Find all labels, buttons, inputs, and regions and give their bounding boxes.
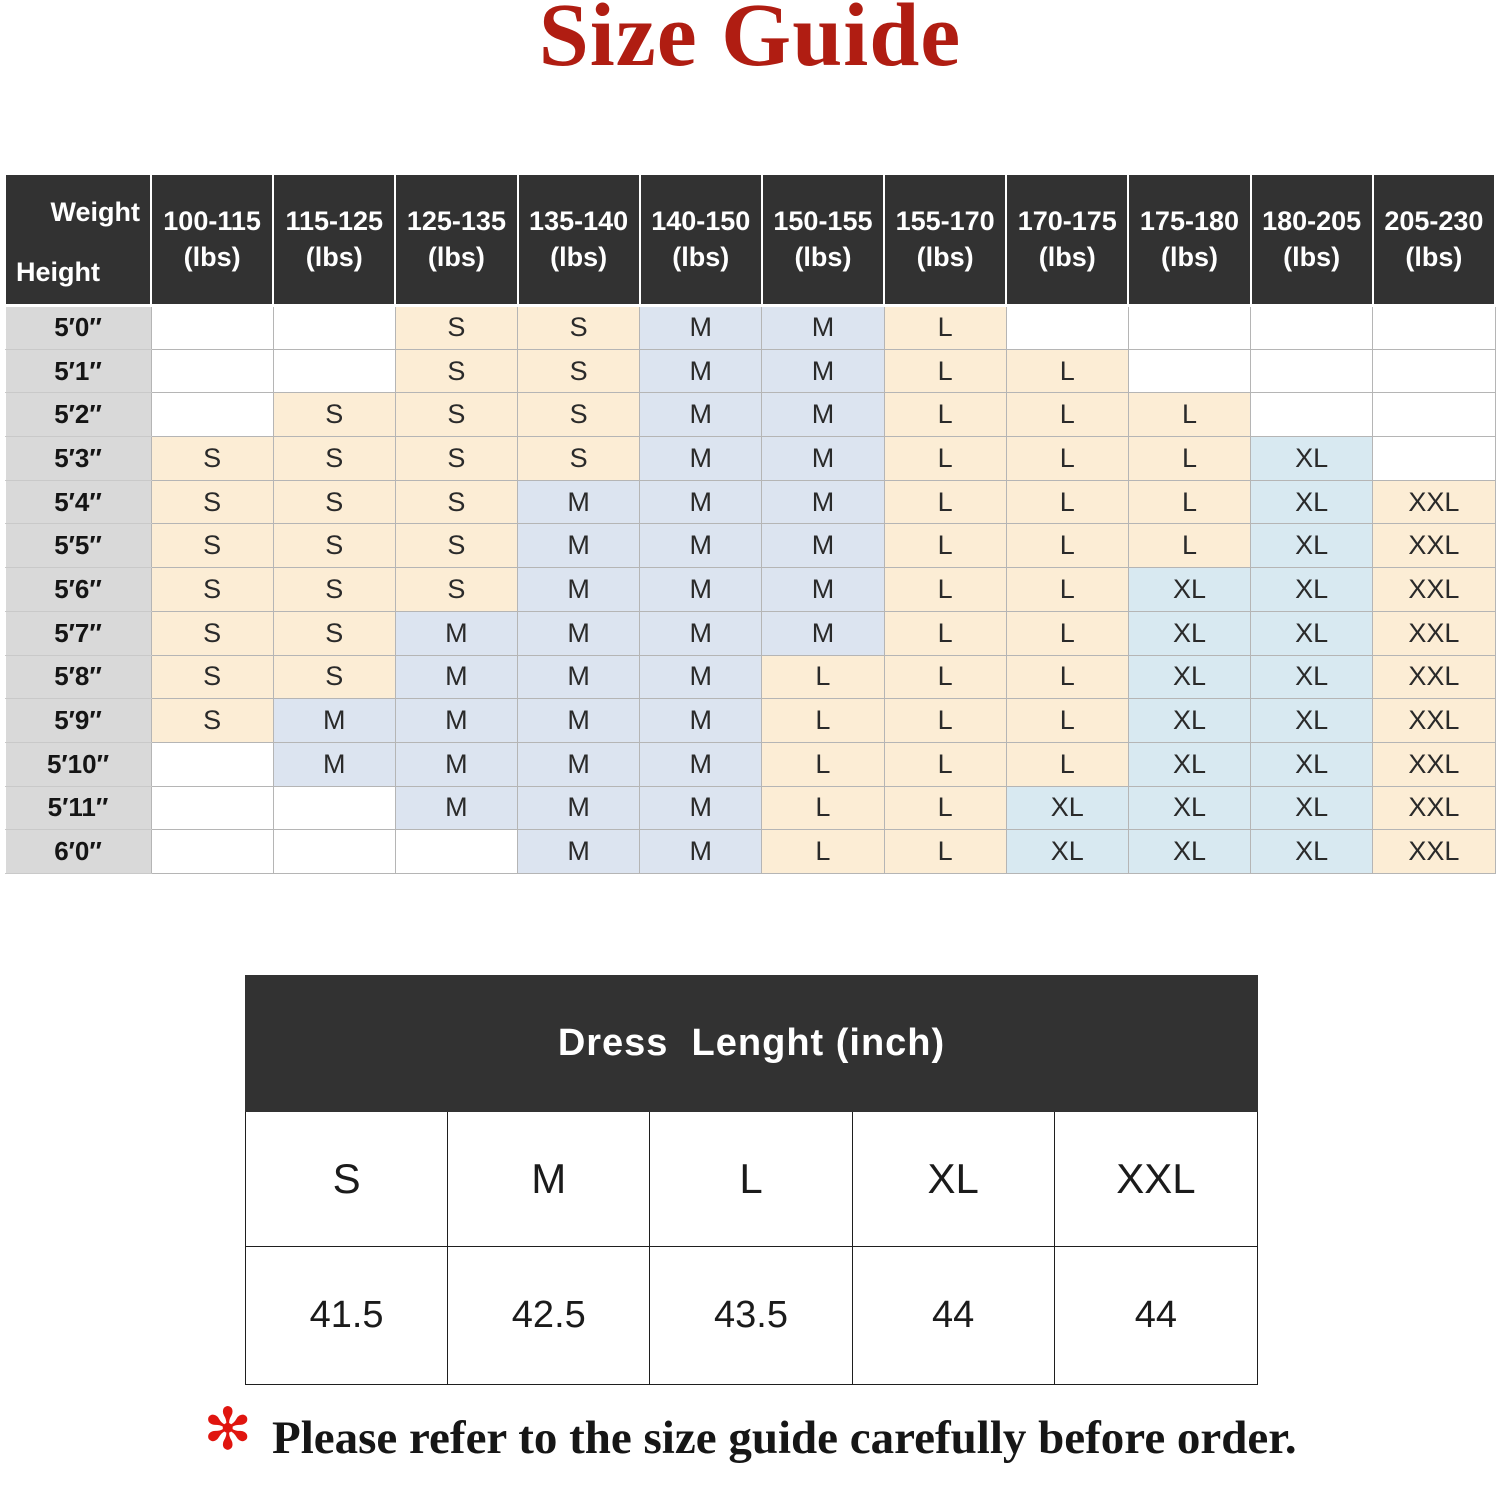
table-row xyxy=(5,437,1495,481)
weight-range-label: 180-205 xyxy=(1262,206,1362,237)
size-cell: M xyxy=(640,655,762,699)
dress-value-cell: 44 xyxy=(853,1247,1055,1384)
weight-range-label: 100-115 xyxy=(163,206,261,237)
page-title: Size Guide xyxy=(538,0,962,85)
corner-cell xyxy=(5,174,151,306)
size-cell: L xyxy=(884,699,1006,743)
dress-length-table xyxy=(245,975,1258,1385)
weight-unit-label: (lbs) xyxy=(1038,241,1096,272)
height-cell: 5′1″ xyxy=(5,349,151,393)
weight-range-label: 170-175 xyxy=(1017,206,1117,237)
height-cell: 5′8″ xyxy=(5,655,151,699)
size-cell: S xyxy=(273,437,395,481)
size-cell: M xyxy=(762,306,884,350)
size-cell: XL xyxy=(1128,655,1250,699)
size-cell: XL xyxy=(1251,568,1373,612)
table-row xyxy=(5,655,1495,699)
size-cell: L xyxy=(1128,437,1250,481)
size-cell xyxy=(1373,437,1495,481)
size-cell: S xyxy=(273,480,395,524)
table-row xyxy=(5,393,1495,437)
size-cell: S xyxy=(518,306,640,350)
dress-length-body xyxy=(245,1112,1258,1385)
size-cell: L xyxy=(884,786,1006,830)
table-row xyxy=(5,699,1495,743)
size-cell xyxy=(1006,306,1128,350)
size-cell: L xyxy=(1006,699,1128,743)
size-cell: M xyxy=(762,437,884,481)
size-cell: L xyxy=(884,655,1006,699)
height-cell: 5′3″ xyxy=(5,437,151,481)
dress-size-cell: XXL xyxy=(1055,1112,1257,1247)
size-cell: XXL xyxy=(1373,699,1495,743)
size-cell: M xyxy=(518,480,640,524)
size-cell: S xyxy=(518,393,640,437)
size-cell: L xyxy=(1006,742,1128,786)
size-cell xyxy=(273,306,395,350)
size-cell: XXL xyxy=(1373,830,1495,874)
height-cell: 5′2″ xyxy=(5,393,151,437)
weight-header-cell xyxy=(884,174,1006,306)
size-cell: XL xyxy=(1128,611,1250,655)
size-cell: M xyxy=(640,349,762,393)
size-cell: L xyxy=(884,742,1006,786)
size-cell: L xyxy=(762,830,884,874)
weight-unit-label: (lbs) xyxy=(1405,241,1463,272)
size-cell: M xyxy=(762,568,884,612)
size-cell: M xyxy=(518,699,640,743)
size-cell xyxy=(151,742,273,786)
weight-unit-label: (lbs) xyxy=(794,241,852,272)
size-cell: S xyxy=(395,349,517,393)
size-cell: M xyxy=(395,655,517,699)
size-cell: M xyxy=(640,699,762,743)
size-cell xyxy=(273,786,395,830)
size-cell: L xyxy=(884,524,1006,568)
footnote xyxy=(0,1396,1500,1466)
size-cell: L xyxy=(1006,480,1128,524)
size-cell: M xyxy=(640,480,762,524)
weight-header-cell xyxy=(1006,174,1128,306)
table-row xyxy=(5,524,1495,568)
size-cell: S xyxy=(395,568,517,612)
size-cell: S xyxy=(518,437,640,481)
size-cell: M xyxy=(640,306,762,350)
size-chart-table xyxy=(4,173,1496,874)
size-cell: M xyxy=(395,611,517,655)
size-cell: XXL xyxy=(1373,742,1495,786)
size-cell: XXL xyxy=(1373,568,1495,612)
size-cell: XXL xyxy=(1373,611,1495,655)
size-cell: L xyxy=(1128,524,1250,568)
size-cell: L xyxy=(762,742,884,786)
dress-length-header: Dress Lenght (inch) xyxy=(245,975,1258,1112)
size-cell: L xyxy=(884,393,1006,437)
size-cell: S xyxy=(395,306,517,350)
size-cell: S xyxy=(395,480,517,524)
weight-unit-label: (lbs) xyxy=(183,241,241,272)
size-cell: M xyxy=(762,524,884,568)
corner-weight-label: Weight xyxy=(50,197,140,227)
size-cell: L xyxy=(884,349,1006,393)
size-cell: S xyxy=(151,437,273,481)
size-cell: XL xyxy=(1006,786,1128,830)
size-cell: M xyxy=(640,393,762,437)
size-cell: M xyxy=(395,742,517,786)
size-cell: L xyxy=(1006,349,1128,393)
weight-range-label: 175-180 xyxy=(1139,206,1239,237)
weight-range-label: 115-125 xyxy=(285,206,384,237)
size-cell: S xyxy=(151,524,273,568)
size-cell: M xyxy=(640,437,762,481)
dress-size-cell: L xyxy=(650,1112,852,1247)
height-cell: 5′6″ xyxy=(5,568,151,612)
height-cell: 5′0″ xyxy=(5,306,151,350)
size-cell: L xyxy=(884,437,1006,481)
size-cell xyxy=(1251,306,1373,350)
size-cell xyxy=(151,786,273,830)
dress-size-cell: M xyxy=(448,1112,650,1247)
size-cell: L xyxy=(1006,437,1128,481)
height-cell: 6′0″ xyxy=(5,830,151,874)
table-row xyxy=(5,830,1495,874)
size-cell: XXL xyxy=(1373,480,1495,524)
size-cell: M xyxy=(640,742,762,786)
size-cell: M xyxy=(273,699,395,743)
size-cell xyxy=(1373,306,1495,350)
height-cell: 5′9″ xyxy=(5,699,151,743)
size-cell xyxy=(273,349,395,393)
weight-header-cell xyxy=(1128,174,1250,306)
size-cell: M xyxy=(518,524,640,568)
size-cell: M xyxy=(518,611,640,655)
size-cell: L xyxy=(762,655,884,699)
size-cell: S xyxy=(273,568,395,612)
size-cell xyxy=(1373,349,1495,393)
size-cell: S xyxy=(395,437,517,481)
size-cell: L xyxy=(884,306,1006,350)
size-cell: XL xyxy=(1251,786,1373,830)
weight-unit-label: (lbs) xyxy=(1283,241,1341,272)
size-cell: L xyxy=(762,786,884,830)
size-cell: L xyxy=(1006,393,1128,437)
size-cell: L xyxy=(1006,655,1128,699)
weight-unit-label: (lbs) xyxy=(550,241,608,272)
size-cell: XL xyxy=(1251,611,1373,655)
size-cell: M xyxy=(640,611,762,655)
corner-height-label: Height xyxy=(16,256,100,287)
size-cell xyxy=(1251,393,1373,437)
size-cell: S xyxy=(151,480,273,524)
table-row xyxy=(5,568,1495,612)
size-cell xyxy=(151,830,273,874)
table-row xyxy=(5,306,1495,350)
size-cell: XL xyxy=(1251,830,1373,874)
size-cell: M xyxy=(762,393,884,437)
weight-header-cell xyxy=(273,174,395,306)
size-cell: S xyxy=(273,655,395,699)
size-cell: XL xyxy=(1006,830,1128,874)
size-cell: XXL xyxy=(1373,786,1495,830)
size-cell xyxy=(151,306,273,350)
size-cell: M xyxy=(762,349,884,393)
size-cell: XL xyxy=(1128,699,1250,743)
table-row xyxy=(5,480,1495,524)
weight-range-label: 140-150 xyxy=(651,206,751,237)
size-cell: S xyxy=(151,699,273,743)
dress-value-cell: 41.5 xyxy=(246,1247,448,1384)
size-cell: M xyxy=(518,655,640,699)
size-cell: L xyxy=(884,568,1006,612)
size-chart-body xyxy=(5,306,1495,874)
weight-range-label: 125-135 xyxy=(406,206,506,237)
height-cell: 5′4″ xyxy=(5,480,151,524)
size-cell: XL xyxy=(1251,742,1373,786)
table-row xyxy=(5,742,1495,786)
size-cell: XXL xyxy=(1373,655,1495,699)
dress-value-cell: 42.5 xyxy=(448,1247,650,1384)
size-cell: S xyxy=(395,524,517,568)
size-cell: S xyxy=(518,349,640,393)
size-cell: S xyxy=(395,393,517,437)
size-cell: M xyxy=(395,699,517,743)
size-cell: S xyxy=(273,611,395,655)
size-cell: XL xyxy=(1128,742,1250,786)
size-cell: S xyxy=(273,393,395,437)
weight-range-label: 205-230 xyxy=(1384,206,1484,237)
size-cell: XL xyxy=(1251,480,1373,524)
size-cell: L xyxy=(884,830,1006,874)
size-cell: XL xyxy=(1128,786,1250,830)
dress-size-cell: S xyxy=(246,1112,448,1247)
size-cell: M xyxy=(395,786,517,830)
size-cell: L xyxy=(1006,611,1128,655)
size-cell: M xyxy=(640,524,762,568)
size-cell: S xyxy=(151,655,273,699)
weight-unit-label: (lbs) xyxy=(1160,241,1218,272)
size-cell: M xyxy=(640,830,762,874)
size-cell xyxy=(1251,349,1373,393)
size-cell xyxy=(1373,393,1495,437)
weight-header-cell xyxy=(1373,174,1495,306)
size-cell: XL xyxy=(1251,699,1373,743)
size-cell: S xyxy=(151,611,273,655)
size-cell xyxy=(1128,306,1250,350)
size-cell: M xyxy=(273,742,395,786)
weight-unit-label: (lbs) xyxy=(672,241,730,272)
size-cell: L xyxy=(884,611,1006,655)
size-cell: XXL xyxy=(1373,524,1495,568)
size-cell: S xyxy=(273,524,395,568)
size-chart-header-row xyxy=(5,174,1495,306)
size-cell: XL xyxy=(1251,524,1373,568)
size-cell: L xyxy=(884,480,1006,524)
weight-unit-label: (lbs) xyxy=(916,241,974,272)
size-cell: M xyxy=(518,742,640,786)
size-cell xyxy=(151,393,273,437)
size-cell: M xyxy=(518,568,640,612)
size-cell: L xyxy=(1128,480,1250,524)
size-cell: L xyxy=(762,699,884,743)
weight-unit-label: (lbs) xyxy=(427,241,485,272)
size-cell: S xyxy=(151,568,273,612)
dress-value-cell: 43.5 xyxy=(650,1247,852,1384)
weight-range-label: 150-155 xyxy=(773,206,873,237)
size-cell: M xyxy=(518,830,640,874)
weight-header-cell xyxy=(640,174,762,306)
size-cell xyxy=(151,349,273,393)
weight-unit-label: (lbs) xyxy=(305,241,363,272)
weight-header-cell xyxy=(395,174,517,306)
size-cell xyxy=(1128,349,1250,393)
table-row xyxy=(5,611,1495,655)
height-cell: 5′10″ xyxy=(5,742,151,786)
size-cell: XL xyxy=(1251,655,1373,699)
height-cell: 5′11″ xyxy=(5,786,151,830)
table-row xyxy=(5,786,1495,830)
dress-value-cell: 44 xyxy=(1055,1247,1257,1384)
size-cell: XL xyxy=(1128,568,1250,612)
size-cell: M xyxy=(762,480,884,524)
size-cell: XL xyxy=(1128,830,1250,874)
weight-header-cell xyxy=(1251,174,1373,306)
height-cell: 5′7″ xyxy=(5,611,151,655)
size-cell xyxy=(395,830,517,874)
size-cell: M xyxy=(762,611,884,655)
size-cell xyxy=(273,830,395,874)
size-cell: M xyxy=(640,568,762,612)
dress-size-cell: XL xyxy=(853,1112,1055,1247)
size-cell: M xyxy=(518,786,640,830)
footnote-text: Please refer to the size guide carefully before order. xyxy=(272,1412,1297,1464)
size-cell: L xyxy=(1006,568,1128,612)
table-row xyxy=(5,349,1495,393)
size-cell: M xyxy=(640,786,762,830)
weight-header-cell xyxy=(151,174,273,306)
asterisk-icon: ✻ xyxy=(203,1395,253,1463)
size-cell: XL xyxy=(1251,437,1373,481)
height-cell: 5′5″ xyxy=(5,524,151,568)
size-cell: L xyxy=(1006,524,1128,568)
weight-header-cell xyxy=(762,174,884,306)
weight-range-label: 155-170 xyxy=(895,206,995,237)
size-cell: L xyxy=(1128,393,1250,437)
weight-range-label: 135-140 xyxy=(529,206,629,237)
weight-header-cell xyxy=(518,174,640,306)
